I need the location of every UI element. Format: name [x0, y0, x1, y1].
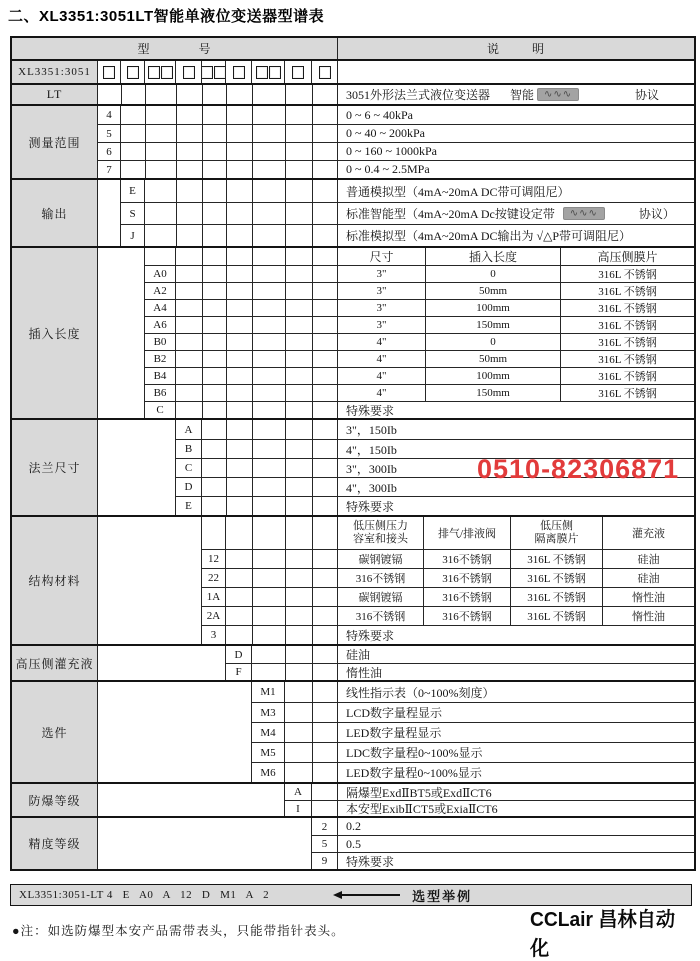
size-cell: 3"	[338, 299, 426, 316]
fill-cell: 惰性油	[603, 606, 694, 625]
lt-label: LT	[12, 85, 98, 104]
code-cell: D	[226, 646, 252, 663]
merged-empty-cell	[98, 682, 252, 782]
desc-cell: 0 ~ 0.4 ~ 2.5MPa	[338, 160, 694, 178]
desc-cell: 隔爆型ExdⅡBT5或ExdⅡCT6	[346, 785, 492, 800]
grid-empty-cells	[226, 568, 338, 587]
header-line: 容室和接头	[353, 533, 408, 545]
insertion-size-header: 尺寸	[338, 248, 426, 265]
code-cell: 6	[98, 142, 121, 160]
desc-cell: LED数字量程显示	[338, 722, 694, 742]
grid-empty-cells	[145, 180, 338, 202]
bullet-icon: ●	[12, 924, 21, 938]
desc-cell: 本安型ExibⅡCT5或ExiaⅡCT6	[338, 800, 694, 816]
code-cell: 4	[98, 106, 121, 124]
lt-protocol-text: 协议	[635, 88, 660, 102]
chamber-cell: 碳钢镀镉	[338, 549, 424, 568]
code-cell: M1	[252, 682, 285, 702]
grid-empty-cells	[145, 202, 338, 224]
model-code-checkbox	[319, 66, 331, 79]
code-cell: J	[121, 224, 145, 246]
model-spectrum-table	[10, 36, 696, 871]
code-cell: A4	[145, 299, 176, 316]
grid-empty-cells	[176, 316, 338, 333]
grid-empty-cells	[252, 646, 338, 663]
code-cell	[145, 248, 176, 265]
size-cell: 3"	[338, 316, 426, 333]
size-cell: 4"	[338, 384, 426, 401]
arrowhead	[333, 891, 342, 899]
grid-empty-cells	[226, 606, 338, 625]
header-line: 隔离膜片	[534, 533, 579, 545]
diaphragm-cell: 316L 不锈钢	[561, 333, 694, 350]
grid-empty-cells	[176, 282, 338, 299]
chamber-cell: 316不锈钢	[338, 568, 424, 587]
length-cell: 150mm	[426, 384, 561, 401]
grid-empty-cells	[202, 420, 338, 439]
grid-empty-cells	[121, 142, 338, 160]
size-cell: 4"	[338, 350, 426, 367]
diaphragm-cell: 316L 不锈钢	[561, 350, 694, 367]
valve-cell: 316不锈钢	[424, 549, 511, 568]
grid-empty-cells	[285, 722, 338, 742]
grid-empty-cells	[121, 106, 338, 124]
code-box-explosion	[285, 61, 312, 83]
diaphragm-cell: 316L 不锈钢	[561, 282, 694, 299]
hart-protocol-badge: ∿∿∿	[537, 88, 579, 101]
model-code-checkbox	[292, 66, 304, 79]
desc-cell: 0.5	[338, 835, 694, 852]
lt-desc-text: 3051外形法兰式液位变送器	[346, 88, 491, 102]
diaphragm-cell: 316L 不锈钢	[561, 299, 694, 316]
model-code-checkbox	[161, 66, 173, 79]
material-fill-header: 灌充液	[632, 528, 665, 540]
model-code-checkbox	[233, 66, 245, 79]
length-cell: 0	[426, 333, 561, 350]
label-accuracy-grade: 精度等级	[12, 818, 98, 869]
fill-cell: 硅油	[603, 549, 694, 568]
hart-protocol-badge: ∿∿∿	[563, 207, 605, 220]
code-cell: 2A	[202, 606, 226, 625]
diaphragm-cell: 316L 不锈钢	[561, 384, 694, 401]
label-options: 选件	[12, 682, 98, 782]
diaphragm-cell: 316L 不锈钢	[511, 549, 603, 568]
code-cell: A	[176, 420, 202, 439]
material-diaphragm-header	[511, 517, 603, 549]
lt-row	[12, 83, 694, 104]
special-request-cell: 特殊要求	[338, 401, 694, 418]
desc-cell: 0 ~ 160 ~ 1000kPa	[338, 142, 694, 160]
grid-empty-cells	[226, 517, 338, 549]
code-cell: D	[176, 477, 202, 496]
grid-empty-cells	[176, 333, 338, 350]
grid-empty-cells	[285, 762, 338, 782]
size-cell: 4"	[338, 367, 426, 384]
desc-cell: 4"，300Ib	[338, 477, 694, 496]
valve-cell: 316不锈钢	[424, 568, 511, 587]
code-box-range	[98, 61, 121, 83]
desc-cell: 3"，150Ib	[346, 423, 397, 437]
code-cell: 7	[98, 160, 121, 178]
code-cell: A6	[145, 316, 176, 333]
code-cell: M4	[252, 722, 285, 742]
length-cell: 0	[426, 265, 561, 282]
code-cell: A2	[145, 282, 176, 299]
code-cell: F	[226, 663, 252, 680]
diaphragm-cell: 316L 不锈钢	[561, 265, 694, 282]
desc-cell: 0 ~ 40 ~ 200kPa	[338, 124, 694, 142]
code-box-fill	[226, 61, 252, 83]
grid-empty-cells	[176, 265, 338, 282]
size-cell: 3"	[338, 282, 426, 299]
valve-cell: 316不锈钢	[424, 587, 511, 606]
page-title: 二、XL3351:3051LT智能单液位变送器型谱表	[8, 8, 325, 25]
code-cell: B2	[145, 350, 176, 367]
label-output: 输出	[12, 180, 98, 246]
merged-empty-cell	[98, 818, 312, 869]
merged-empty-cell	[98, 180, 121, 246]
grid-empty-cells	[176, 299, 338, 316]
section-output	[12, 178, 694, 246]
length-cell: 50mm	[426, 350, 561, 367]
grid-empty-cells	[285, 682, 338, 702]
code-cell: 9	[312, 852, 338, 869]
desc-cell: 标准模拟型（4mA~20mA DC输出为 √△P带可调阻尼）	[338, 224, 694, 246]
code-cell: 3	[202, 625, 226, 644]
desc-cell: 4"，150Ib	[338, 439, 694, 458]
section-material	[12, 515, 694, 644]
grid-empty-cells	[176, 248, 338, 265]
model-number-row	[12, 59, 694, 83]
code-cell: B4	[145, 367, 176, 384]
label-material: 结构材料	[12, 517, 98, 644]
footnote-text: 注：如选防爆型本安产品需带表头，只能带指针表头。	[20, 924, 345, 938]
grid-empty-cells	[176, 401, 338, 418]
desc-cell: 硅油	[346, 648, 371, 662]
code-cell: M3	[252, 702, 285, 722]
phone-watermark: 0510-82306871	[477, 454, 680, 484]
label-flange-size: 法兰尺寸	[12, 420, 98, 515]
code-box-flange	[176, 61, 202, 83]
label-measure-range: 测量范围	[12, 106, 98, 178]
diaphragm-cell: 316L 不锈钢	[511, 587, 603, 606]
code-cell: 22	[202, 568, 226, 587]
material-chamber-header	[338, 517, 424, 549]
code-cell: S	[121, 202, 145, 224]
header-desc-column: 说 明	[338, 38, 694, 59]
code-cell: M5	[252, 742, 285, 762]
grid-empty-cells	[176, 350, 338, 367]
diaphragm-cell: 316L 不锈钢	[511, 606, 603, 625]
section-insertion-length	[12, 246, 694, 418]
code-cell: 1A	[202, 587, 226, 606]
table-header-row	[12, 38, 694, 59]
footnote	[12, 921, 345, 939]
diaphragm-cell: 316L 不锈钢	[561, 367, 694, 384]
valve-cell: 316不锈钢	[424, 606, 511, 625]
length-cell: 50mm	[426, 282, 561, 299]
model-code-checkbox	[127, 66, 139, 79]
grid-empty-cells	[202, 496, 338, 515]
grid-empty-cells	[98, 85, 338, 104]
desc-cell: 线性指示表（0~100%刻度）	[346, 685, 495, 700]
section-accuracy-grade	[12, 816, 694, 869]
section-explosion-grade	[12, 782, 694, 816]
header-line: 低压侧压力	[353, 520, 408, 533]
length-cell: 100mm	[426, 299, 561, 316]
desc-cell: 0 ~ 6 ~ 40kPa	[346, 107, 413, 122]
code-box-accuracy	[312, 61, 338, 83]
model-code-checkbox	[269, 66, 281, 79]
grid-empty-cells	[312, 784, 338, 800]
code-cell	[202, 517, 226, 549]
model-code-checkbox	[214, 66, 226, 79]
code-cell: A0	[145, 265, 176, 282]
merged-empty-cell	[98, 517, 202, 644]
desc-cell: 3"，300Ib	[338, 458, 694, 477]
model-code-checkbox	[183, 66, 195, 79]
length-cell: 150mm	[426, 316, 561, 333]
lt-description	[338, 85, 694, 104]
model-code-checkbox	[148, 66, 160, 79]
code-box-output	[121, 61, 145, 83]
label-explosion-grade: 防爆等级	[12, 784, 98, 816]
model-code-checkbox	[103, 66, 115, 79]
code-box-options	[252, 61, 285, 83]
label-insertion-length: 插入长度	[12, 248, 98, 418]
example-model-code: XL3351:3051-LT 4 E A0 A 12 D M1 A 2	[19, 889, 270, 901]
section-measure-range	[12, 104, 694, 178]
merged-empty-cell	[98, 646, 226, 680]
code-cell: A	[285, 784, 312, 800]
brand-watermark: CCLair 昌林自动化	[530, 909, 676, 960]
code-cell: E	[176, 496, 202, 515]
size-cell: 4"	[338, 333, 426, 350]
material-valve-header: 排气/排液阀	[424, 517, 511, 549]
desc-cell: LED数字量程0~100%显示	[338, 762, 694, 782]
code-cell: 5	[312, 835, 338, 852]
grid-empty-cells	[121, 124, 338, 142]
desc-cell: 普通模拟型（4mA~20mA DC带可调阻尼）	[346, 184, 570, 199]
section-hp-fill	[12, 644, 694, 680]
model-code-checkbox	[202, 66, 213, 79]
output-s-protocol-text: 协议）	[638, 207, 675, 221]
code-cell: 2	[312, 818, 338, 835]
grid-empty-cells	[202, 458, 338, 477]
chamber-cell: 碳钢镀镉	[338, 587, 424, 606]
chamber-cell: 316不锈钢	[338, 606, 424, 625]
grid-empty-cells	[202, 477, 338, 496]
left-arrow-icon	[333, 891, 400, 899]
merged-empty-cell	[98, 420, 176, 515]
code-cell: M6	[252, 762, 285, 782]
empty-desc-cell	[338, 61, 694, 83]
fill-cell: 硅油	[603, 568, 694, 587]
output-s-text: 标准智能型（4mA~20mA Dc按键设定带	[346, 207, 555, 221]
code-cell: 12	[202, 549, 226, 568]
diaphragm-cell: 316L 不锈钢	[511, 568, 603, 587]
label-hp-fill: 高压侧灌充液	[12, 646, 98, 680]
code-cell: E	[121, 180, 145, 202]
desc-cell: LCD数字量程显示	[338, 702, 694, 722]
grid-empty-cells	[121, 160, 338, 178]
header-model-column: 型 号	[12, 38, 338, 59]
desc-cell	[338, 202, 694, 224]
merged-empty-cell	[98, 784, 285, 816]
model-code-checkbox	[256, 66, 268, 79]
code-cell: C	[145, 401, 176, 418]
code-cell: B6	[145, 384, 176, 401]
grid-empty-cells	[285, 742, 338, 762]
diaphragm-cell: 316L 不锈钢	[561, 316, 694, 333]
section-options	[12, 680, 694, 782]
special-request-cell: 特殊要求	[338, 625, 694, 644]
desc-cell: 特殊要求	[338, 496, 694, 515]
fill-cell: 惰性油	[603, 587, 694, 606]
grid-empty-cells	[312, 800, 338, 816]
desc-cell: 特殊要求	[338, 852, 694, 869]
grid-empty-cells	[252, 663, 338, 680]
merged-empty-cell	[98, 248, 145, 418]
model-number-label: XL3351:3051	[12, 61, 98, 83]
grid-empty-cells	[145, 224, 338, 246]
code-cell: B	[176, 439, 202, 458]
grid-empty-cells	[176, 384, 338, 401]
code-box-material	[202, 61, 226, 83]
code-cell: I	[285, 800, 312, 816]
code-cell: 5	[98, 124, 121, 142]
grid-empty-cells	[176, 367, 338, 384]
example-label: 选型举例	[412, 888, 473, 904]
length-cell: 100mm	[426, 367, 561, 384]
grid-empty-cells	[226, 549, 338, 568]
grid-empty-cells	[226, 625, 338, 644]
code-cell: B0	[145, 333, 176, 350]
size-cell: 3"	[338, 265, 426, 282]
desc-cell: 惰性油	[338, 663, 694, 680]
desc-cell: LDC数字量程0~100%显示	[338, 742, 694, 762]
grid-empty-cells	[285, 702, 338, 722]
section-flange-size	[12, 418, 694, 515]
header-line: 低压侧	[540, 520, 573, 533]
arrow-line	[342, 894, 400, 896]
insertion-length-header: 插入长度	[426, 248, 561, 265]
insertion-diaphragm-header: 高压侧膜片	[597, 250, 658, 264]
grid-empty-cells	[226, 587, 338, 606]
code-box-insertion	[145, 61, 176, 83]
code-cell: C	[176, 458, 202, 477]
lt-smart-text: 智能	[510, 88, 535, 102]
desc-cell: 0.2	[346, 819, 361, 833]
grid-empty-cells	[202, 439, 338, 458]
